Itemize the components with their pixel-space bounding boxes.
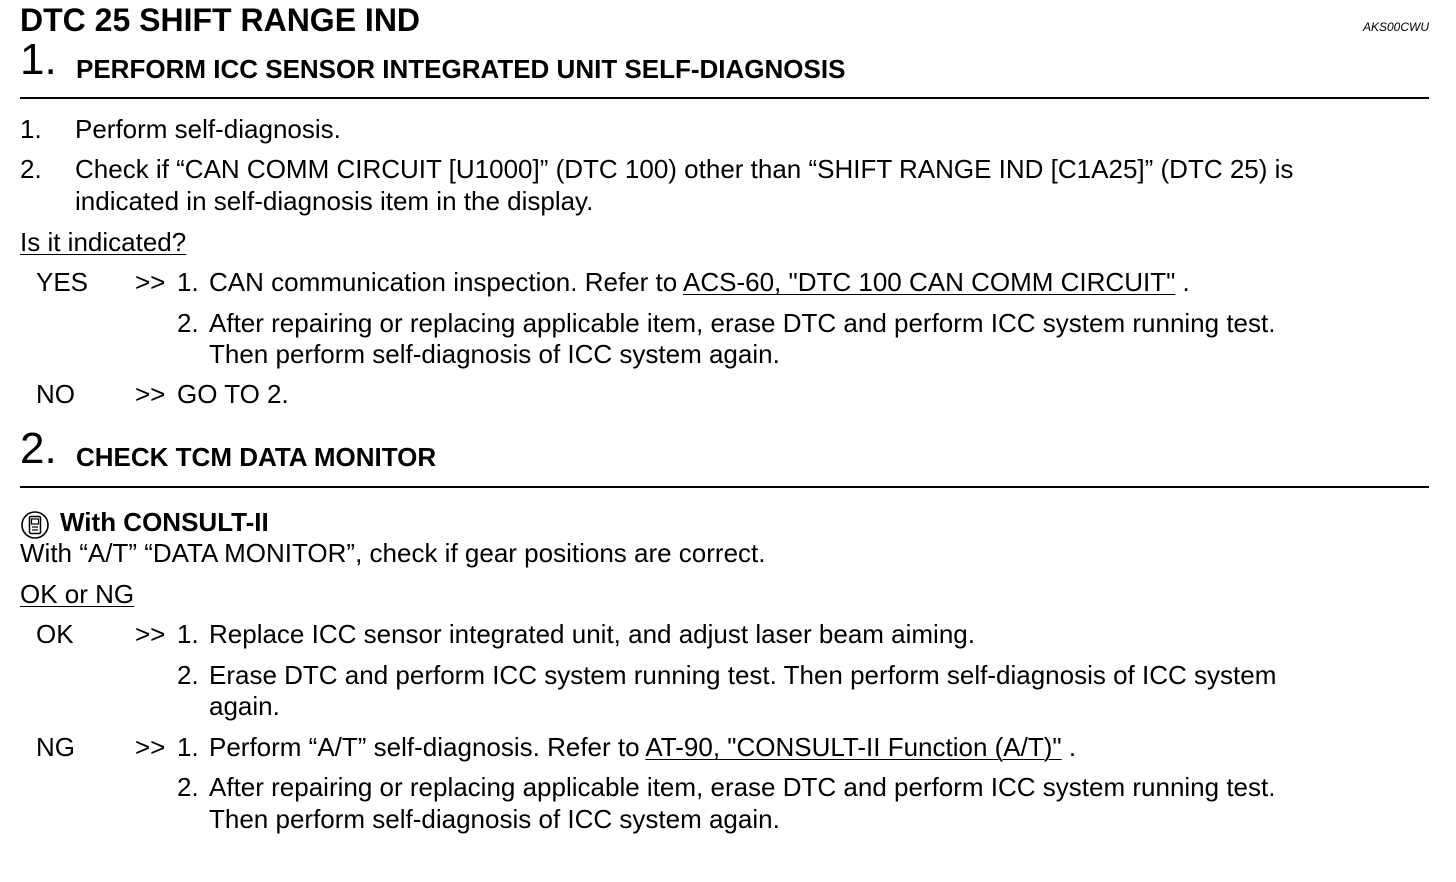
step-2-title: CHECK TCM DATA MONITOR xyxy=(76,442,437,472)
step-1-item-1-number: 1. xyxy=(20,114,42,144)
ok-result-2-number: 2. xyxy=(177,660,199,690)
step-2-question: OK or NG xyxy=(20,579,135,609)
step-1-item-2-line-2: indicated in self-diagnosis item in the display. xyxy=(75,186,594,216)
yes-result-1-text: CAN communication inspection. Refer to xyxy=(209,267,678,297)
ng-arrow: >> xyxy=(135,732,166,762)
step-2-instruction: With “A/T” “DATA MONITOR”, check if gear positions are correct. xyxy=(20,538,766,568)
yes-arrow: >> xyxy=(135,267,166,297)
no-result-text: GO TO 2. xyxy=(177,379,289,409)
step-2-number: 2. xyxy=(20,424,57,473)
ok-result-1-number: 1. xyxy=(177,619,199,649)
acs-60-reference-link[interactable]: ACS-60, "DTC 100 CAN COMM CIRCUIT" xyxy=(683,267,1176,297)
yes-result-2-line-2: Then perform self-diagnosis of ICC system again. xyxy=(209,339,780,369)
ok-label: OK xyxy=(36,619,74,649)
ng-label: NG xyxy=(36,732,75,762)
ng-result-1-number: 1. xyxy=(177,732,199,762)
at-90-reference-link[interactable]: AT-90, "CONSULT-II Function (A/T)" xyxy=(645,732,1062,762)
yes-result-1 xyxy=(209,266,1190,298)
step-1-divider xyxy=(20,97,1429,99)
ng-result-1 xyxy=(209,731,1076,763)
step-1-number: 1. xyxy=(20,35,57,84)
ok-result-2-line-1: Erase DTC and perform ICC system running test. Then perform self-diagnosis of ICC system xyxy=(209,660,1277,690)
yes-result-2-number: 2. xyxy=(177,308,199,338)
no-label: NO xyxy=(36,379,75,409)
step-1-title: PERFORM ICC SENSOR INTEGRATED UNIT SELF-DIAGNOSIS xyxy=(76,54,846,84)
consult-heading: With CONSULT-II xyxy=(60,507,269,537)
ng-result-2-line-1: After repairing or replacing applicable item, erase DTC and perform ICC system running test. xyxy=(209,772,1276,802)
no-arrow: >> xyxy=(135,379,166,409)
ng-result-1-end: . xyxy=(1068,732,1077,762)
yes-label: YES xyxy=(36,267,89,297)
yes-result-1-number: 1. xyxy=(177,267,199,297)
ng-result-2-line-2: Then perform self-diagnosis of ICC system again. xyxy=(209,804,780,834)
ok-arrow: >> xyxy=(135,619,166,649)
page-title: DTC 25 SHIFT RANGE IND xyxy=(20,2,421,38)
step-2-divider xyxy=(20,486,1429,488)
step-1-item-2-line-1: Check if “CAN COMM CIRCUIT [U1000]” (DTC 100) other than “SHIFT RANGE IND [C1A25]” (DTC 25) is xyxy=(75,154,1294,184)
ng-result-2-number: 2. xyxy=(177,772,199,802)
yes-result-2-line-1: After repairing or replacing applicable item, erase DTC and perform ICC system running test. xyxy=(209,308,1276,338)
document-code: AKS00CWU xyxy=(1362,20,1429,34)
step-1-question: Is it indicated? xyxy=(20,227,187,257)
yes-result-1-end: . xyxy=(1182,267,1190,297)
ng-result-1-text: Perform “A/T” self-diagnosis. Refer to xyxy=(209,732,640,762)
ok-result-2-line-2: again. xyxy=(209,691,280,721)
consult-tool-icon xyxy=(20,510,50,540)
step-1-item-2-number: 2. xyxy=(20,154,42,184)
step-1-item-1-text: Perform self-diagnosis. xyxy=(75,114,341,144)
ok-result-1-text: Replace ICC sensor integrated unit, and adjust laser beam aiming. xyxy=(209,619,975,649)
